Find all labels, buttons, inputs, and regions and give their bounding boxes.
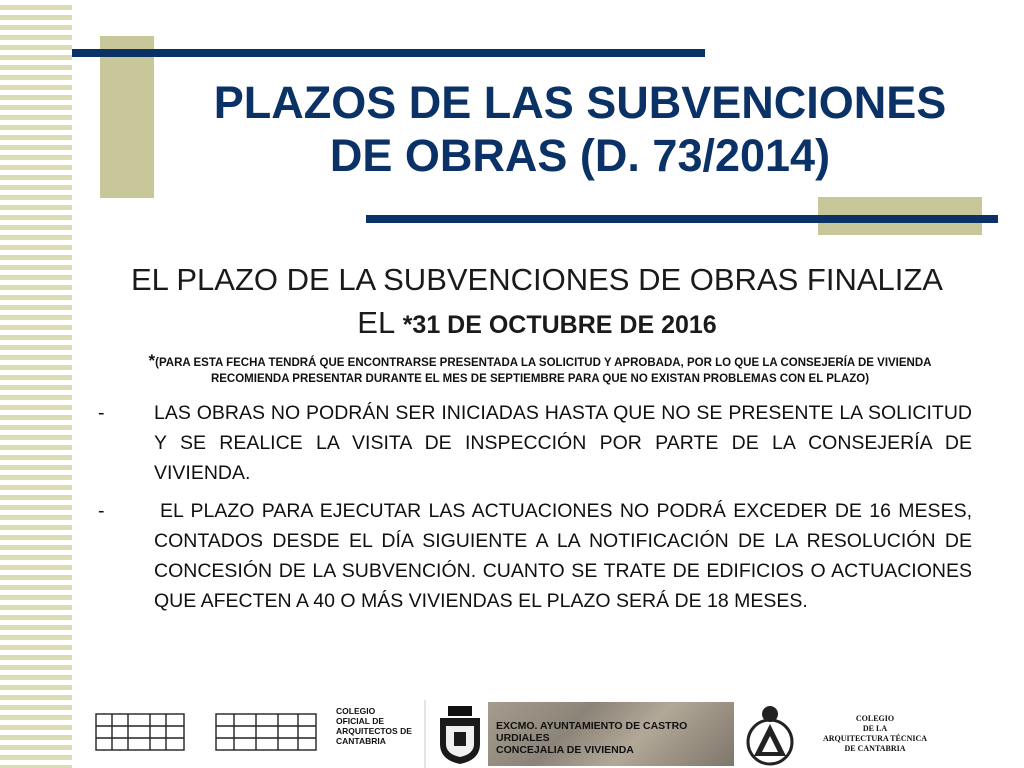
technical-line: ARQUITECTURA TÉCNICA	[822, 734, 928, 743]
council-name	[496, 720, 734, 756]
decorative-olive-bar	[100, 36, 154, 198]
bullet-item	[98, 398, 972, 488]
technical-line: COLEGIO	[855, 714, 895, 723]
title-line-1: PLAZOS DE LAS SUBVENCIONES	[213, 77, 947, 128]
council-line: CONCEJALIA DE VIVIENDA	[496, 744, 634, 756]
council-banner	[488, 702, 734, 766]
bullet-dash: -	[98, 500, 105, 522]
title-rule-bottom	[366, 215, 998, 223]
bullet-item	[98, 496, 972, 616]
technical-line: DE LA	[862, 724, 888, 733]
note-line-2: RECOMIENDA PRESENTAR DURANTE EL MES DE SEPTIEMBRE PARA QUE NO EXISTAN PROBLEMAS CON EL PLAZO)	[210, 373, 870, 385]
note-line-1: (PARA ESTA FECHA TENDRÁ QUE ENCONTRARSE PRESENTADA LA SOLICITUD Y APROBADA, POR LO QUE LA CONSEJERÍA DE VIVIENDA	[155, 357, 932, 369]
deadline-note	[100, 353, 980, 387]
deadline-line-1: EL PLAZO DE LA SUBVENCIONES DE OBRAS FINALIZA	[131, 262, 943, 297]
deadline-date: *31 DE OCTUBRE DE 2016	[402, 311, 717, 339]
architects-line: OFICIAL DE	[336, 716, 385, 726]
bullet-dash: -	[98, 402, 105, 424]
bullet-list	[98, 398, 972, 624]
architects-building-logo	[94, 708, 324, 756]
footer-divider	[424, 700, 426, 768]
slide-title	[160, 76, 1000, 182]
architects-line: CANTABRIA	[336, 736, 386, 746]
bullet-text: LAS OBRAS NO PODRÁN SER INICIADAS HASTA QUE NO SE PRESENTE LA SOLICITUD Y SE REALICE LA VISITA DE INSPECCIÓN POR PARTE DE LA CONSEJERÍA DE VIVIENDA.	[154, 402, 972, 484]
council-line: EXCMO. AYUNTAMIENTO DE CASTRO URDIALES	[496, 720, 688, 744]
decorative-stripes	[0, 0, 72, 768]
technical-college-name	[810, 714, 940, 754]
deadline-statement	[92, 258, 982, 347]
architects-college-name	[336, 706, 412, 746]
technical-architecture-emblem-icon	[738, 702, 802, 768]
title-line-2: DE OBRAS (D. 73/2014)	[329, 130, 831, 181]
bullet-text: EL PLAZO PARA EJECUTAR LAS ACTUACIONES NO PODRÁ EXCEDER DE 16 MESES, CONTADOS DESDE EL DÍA SIGUIENTE A LA NOTIFICACIÓN DE LA RESOLUCIÓN DE CONCESIÓN DE LA SUBVENCIÓN. CUANTO SE TRATE DE EDIFICIOS O ACTUACIONES QUE AFECTEN A 40 O MÁS VIVIENDAS EL PLAZO SERÁ DE 18 MESES.	[154, 500, 972, 612]
note-asterisk: *	[148, 351, 156, 370]
architects-line: COLEGIO	[336, 706, 376, 716]
technical-line: DE CANTABRIA	[844, 744, 906, 753]
castro-urdiales-shield-icon	[436, 704, 484, 766]
sponsor-footer	[90, 700, 930, 768]
architects-line: ARQUITECTOS DE	[336, 726, 412, 736]
deadline-el: EL	[357, 305, 403, 340]
title-rule-top	[72, 49, 705, 57]
